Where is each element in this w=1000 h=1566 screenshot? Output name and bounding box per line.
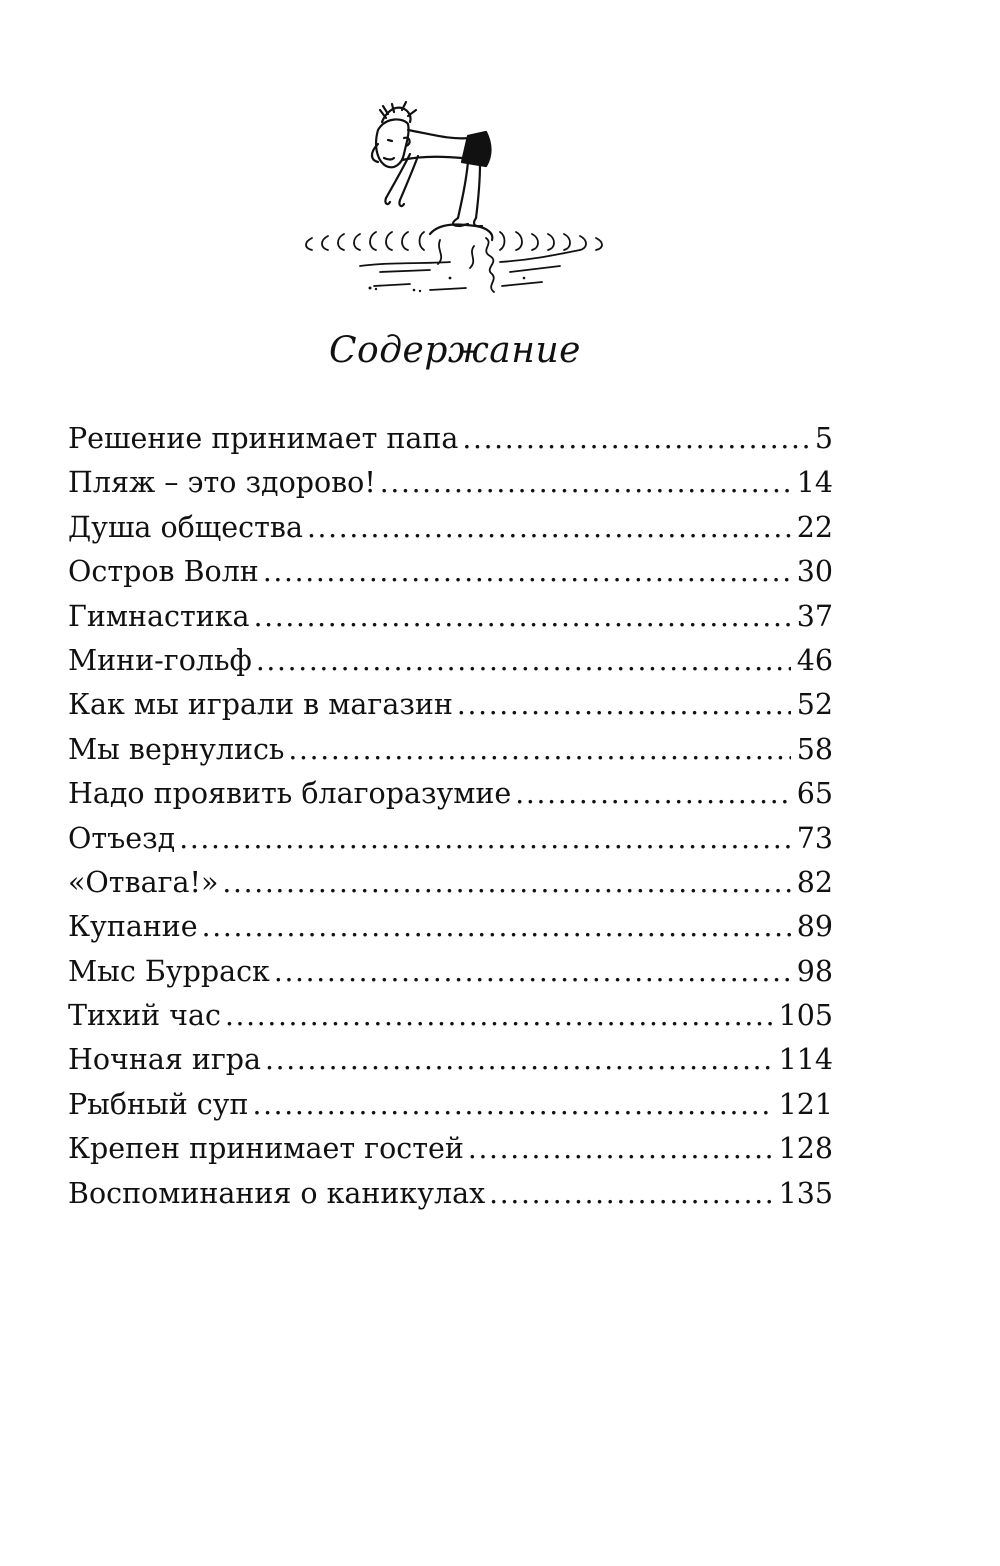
toc-leader-dots [179,817,791,861]
toc-entry[interactable] [68,1038,833,1082]
toc-leader-dots [380,461,791,505]
toc-entry[interactable] [68,1172,833,1216]
toc-entry-title: Мы вернулись [68,732,285,766]
toc-entry[interactable] [68,772,833,816]
table-of-contents [68,417,833,1216]
toc-leader-dots [252,1083,772,1127]
toc-entry[interactable] [68,417,833,461]
toc-entry-page: 30 [796,555,833,589]
toc-entry-title: Как мы играли в магазин [68,688,453,722]
toc-leader-dots [225,994,773,1038]
toc-entry-page: 98 [796,954,833,988]
toc-entry[interactable] [68,550,833,594]
toc-entry[interactable] [68,1083,833,1127]
toc-entry-title: Решение принимает папа [68,422,459,455]
toc-leader-dots [256,639,791,683]
toc-entry-title: Душа общества [68,510,303,544]
toc-entry[interactable] [68,595,833,639]
toc-entry-title: Рыбный суп [68,1087,249,1121]
toc-entry-page: 135 [778,1176,833,1210]
toc-entry-title: Отъезд [68,821,176,855]
toc-leader-dots [489,1172,772,1216]
toc-entry-title: Мини-гольф [68,643,252,677]
toc-entry[interactable] [68,905,833,949]
toc-entry-title: Мыс Бурраск [68,954,270,988]
toc-entry[interactable] [68,861,833,905]
toc-leader-dots [288,728,790,772]
toc-leader-dots [274,950,791,994]
toc-entry[interactable] [68,817,833,861]
toc-entry-page: 114 [778,1043,833,1077]
toc-entry-page: 5 [814,422,833,455]
toc-entry-title: Пляж – это здорово! [68,466,376,500]
toc-entry[interactable] [68,461,833,505]
toc-leader-dots [263,550,791,594]
toc-leader-dots [468,1127,773,1171]
page-title: Содержание [329,330,581,371]
toc-entry-title: Остров Волн [68,555,259,589]
toc-entry-title: Крепен принимает гостей [68,1132,464,1166]
toc-entry-page: 46 [796,643,833,677]
toc-entry[interactable] [68,506,833,550]
toc-entry-page: 65 [796,777,833,811]
toc-entry[interactable] [68,994,833,1038]
toc-entry[interactable] [68,728,833,772]
toc-entry-page: 58 [796,732,833,766]
toc-entry-title: Купание [68,910,198,944]
toc-leader-dots [457,683,791,727]
toc-entry-page: 37 [796,599,833,633]
toc-leader-dots [515,772,790,816]
toc-entry[interactable] [68,950,833,994]
toc-entry-page: 82 [796,865,833,899]
toc-leader-dots [307,506,791,550]
toc-entry-page: 22 [796,510,833,544]
toc-entry-page: 121 [778,1087,833,1121]
toc-leader-dots [222,861,790,905]
toc-entry-page: 73 [796,821,833,855]
toc-entry-page: 52 [796,688,833,722]
toc-leader-dots [462,417,808,461]
toc-entry-title: Ночная игра [68,1043,262,1077]
toc-entry[interactable] [68,683,833,727]
toc-entry[interactable] [68,1127,833,1171]
toc-entry-title: Гимнастика [68,599,250,633]
toc-leader-dots [265,1038,773,1082]
toc-entry-page: 14 [796,466,833,500]
boy-diving-illustration [290,100,620,305]
toc-entry-page: 89 [796,910,833,944]
toc-entry-title: Воспоминания о каникулах [68,1176,486,1210]
toc-leader-dots [202,905,791,949]
toc-entry-title: Тихий час [68,999,221,1033]
toc-entry-title: «Отвага!» [68,865,219,899]
toc-leader-dots [254,595,791,639]
toc-entry-page: 105 [778,999,833,1033]
toc-entry[interactable] [68,639,833,683]
toc-entry-page: 128 [778,1132,833,1166]
toc-entry-title: Надо проявить благоразумие [68,777,512,811]
